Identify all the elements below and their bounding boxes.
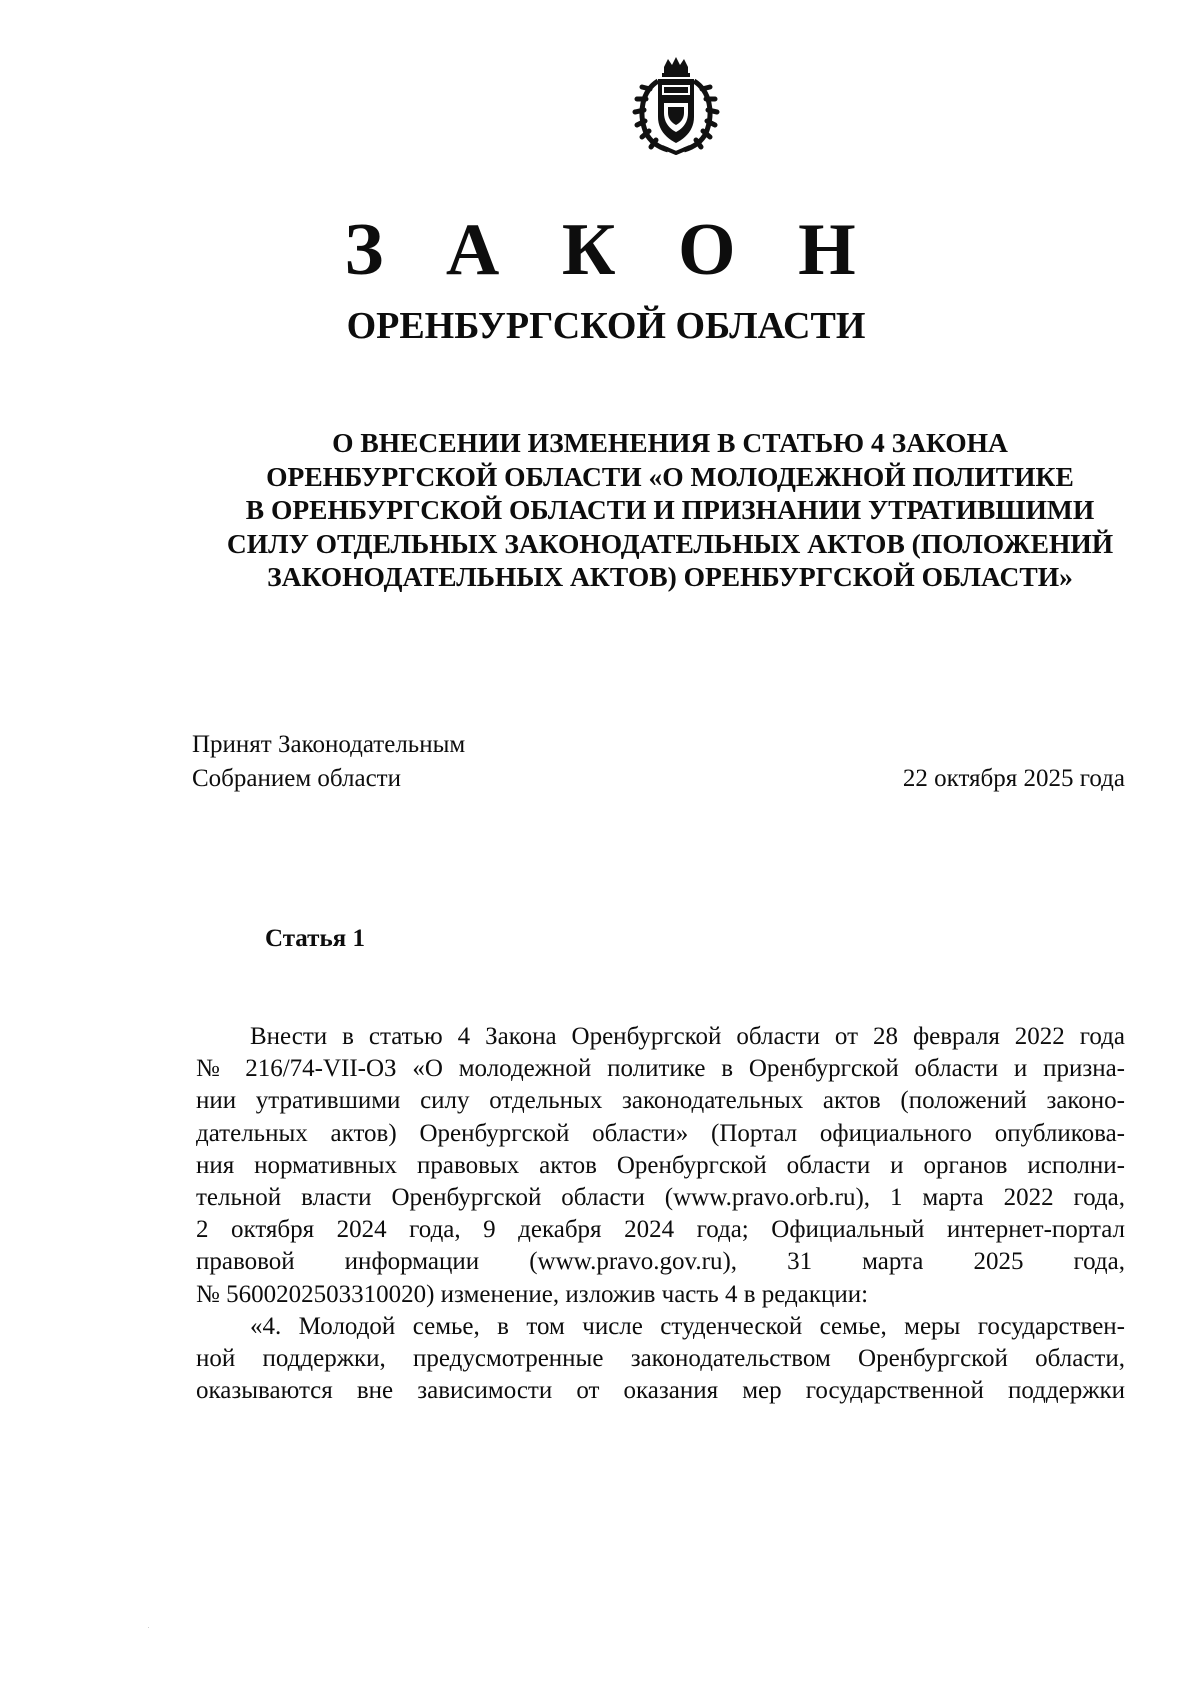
law-subject-title — [120, 426, 1200, 594]
law-title: З А К О Н — [344, 209, 878, 291]
article-line: нии утратившими силу отдельных законодательных актов (положений законо- — [196, 1087, 1125, 1115]
adoption-line: Собранием области — [192, 765, 401, 792]
subject-line: О ВНЕСЕНИИ ИЗМЕНЕНИЯ В СТАТЬЮ 4 ЗАКОНА — [332, 427, 1008, 458]
coat-of-arms-icon — [628, 55, 724, 155]
article-line: ния нормативных правовых актов Оренбургской области и органов исполни- — [196, 1151, 1125, 1179]
article-line: № 5600202503310020) изменение, изложив часть 4 в редакции: — [196, 1280, 869, 1308]
subject-line: ОРЕНБУРГСКОЙ ОБЛАСТИ «О МОЛОДЕЖНОЙ ПОЛИТИКЕ — [266, 460, 1074, 492]
subject-line: ЗАКОНОДАТЕЛЬНЫХ АКТОВ) ОРЕНБУРГСКОЙ ОБЛАСТИ» — [267, 561, 1073, 592]
article-line: Внести в статью 4 Закона Оренбургской области от 28 февраля 2022 года — [250, 1023, 1125, 1050]
article-heading: Статья 1 — [265, 925, 365, 952]
region-title: ОРЕНБУРГСКОЙ ОБЛАСТИ — [346, 305, 866, 347]
article-line: тельной власти Оренбургской области (www.pravo.orb.ru), 1 марта 2022 года, — [196, 1183, 1125, 1211]
article-line: ной поддержки, предусмотренные законодательством Оренбургской области, — [196, 1344, 1125, 1372]
article-line: оказываются вне зависимости от оказания мер государственной поддержки — [196, 1377, 1125, 1405]
article-line: правовой информации (www.pravo.gov.ru), 31 марта 2025 года, — [196, 1248, 1125, 1276]
article-line: № 216/74-VII-ОЗ «О молодежной политике в Оренбургской области и призна- — [196, 1055, 1125, 1083]
article-line: «4. Молодой семье, в том числе студенческой семье, меры государствен- — [250, 1312, 1125, 1340]
article-line: 2 октября 2024 года, 9 декабря 2024 года; Официальный интернет-портал — [196, 1216, 1125, 1244]
article-line: дательных актов) Оренбургской области» (Портал официального опубликова- — [196, 1119, 1125, 1147]
subject-line: СИЛУ ОТДЕЛЬНЫХ ЗАКОНОДАТЕЛЬНЫХ АКТОВ (ПОЛОЖЕНИЙ — [226, 527, 1114, 559]
adoption-date: 22 октября 2025 года — [902, 765, 1125, 792]
article-body — [196, 1021, 1125, 1407]
scan-artifact — [148, 1627, 149, 1628]
adoption-line: Принят Законодательным — [192, 731, 466, 758]
subject-line: В ОРЕНБУРГСКОЙ ОБЛАСТИ И ПРИЗНАНИИ УТРАТИВШИМИ — [245, 494, 1095, 525]
adoption-note — [192, 728, 465, 796]
